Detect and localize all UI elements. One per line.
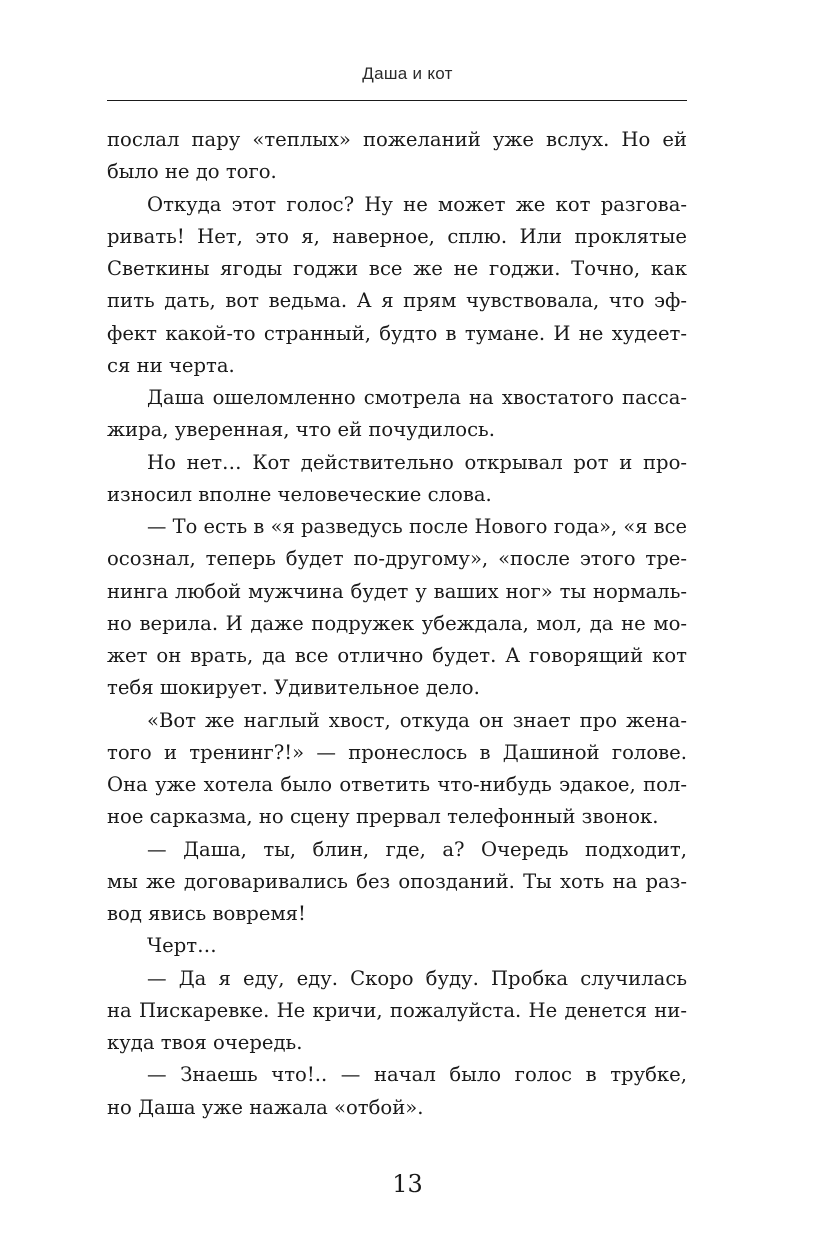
text-line: Светкины ягоды годжи все же не годжи. Точно, как	[107, 257, 687, 280]
text-line: жира, уверенная, что ей почудилось.	[107, 418, 495, 442]
text-line: на Пискаревке. Не кричи, пожалуйста. Не денется ни-	[107, 998, 687, 1022]
text-line: — Знаешь что!.. — начал было голос в трубке,	[147, 1063, 687, 1087]
text-line: послал пару «теплых» пожеланий уже вслух. Но ей	[107, 128, 687, 151]
text-line: — То есть в «я разведусь после Нового года», «я все	[147, 515, 687, 538]
text-line: Но нет… Кот действительно открывал рот и про-	[147, 450, 687, 474]
text-line: вод явись вовремя!	[107, 902, 306, 925]
text-line: тебя шокирует. Удивительное дело.	[107, 676, 480, 700]
text-line: было не до того.	[107, 160, 277, 184]
text-line: Даша ошеломленно смотрела на хвостатого пасса-	[147, 386, 687, 409]
text-line: износил вполне человеческие слова.	[107, 482, 492, 506]
text-line: но Даша уже нажала «отбой».	[107, 1095, 424, 1119]
text-line: Откуда этот голос? Ну не может же кот разгова-	[147, 192, 687, 216]
text-line: ное сарказма, но сцену прервал телефонный звонок.	[107, 805, 659, 829]
text-line: того и тренинг?!» — пронеслось в Дашиной голове.	[107, 740, 687, 764]
text-line: «Вот же наглый хвост, откуда он знает про жена-	[147, 708, 687, 732]
text-line: мы же договаривались без опозданий. Ты хоть на раз-	[107, 869, 687, 893]
text-line: нинга любой мужчина будет у ваших ног» ты нормаль-	[107, 579, 687, 603]
text-line: Черт…	[147, 934, 217, 958]
text-line: пить дать, вот ведьма. А я прям чувствовала, что эф-	[107, 289, 687, 313]
text-line: Она уже хотела было ответить что-нибудь эдакое, пол-	[107, 773, 687, 796]
text-line: — Даша, ты, блин, где, а? Очередь подходит,	[147, 837, 687, 861]
text-line: жет он врать, да все отлично будет. А говорящий кот	[107, 644, 687, 667]
text-line: — Да я еду, еду. Скоро буду. Пробка случилась	[147, 966, 687, 990]
text-line: но верила. И даже подружек убеждала, мол, да не мо-	[107, 611, 687, 635]
text-line: осознал, теперь будет по-другому», «после этого тре-	[107, 547, 687, 571]
page-number: 13	[392, 1170, 423, 1198]
text-line: ся ни черта.	[107, 353, 235, 377]
text-line: фект какой-то странный, будто в тумане. И не худеет-	[107, 321, 687, 345]
body-text	[107, 124, 687, 1124]
text-line: ривать! Нет, это я, наверное, сплю. Или проклятые	[107, 224, 687, 248]
running-head-title: Даша и кот	[362, 64, 453, 83]
text-line: куда твоя очередь.	[107, 1031, 303, 1054]
header-rule	[107, 100, 687, 101]
